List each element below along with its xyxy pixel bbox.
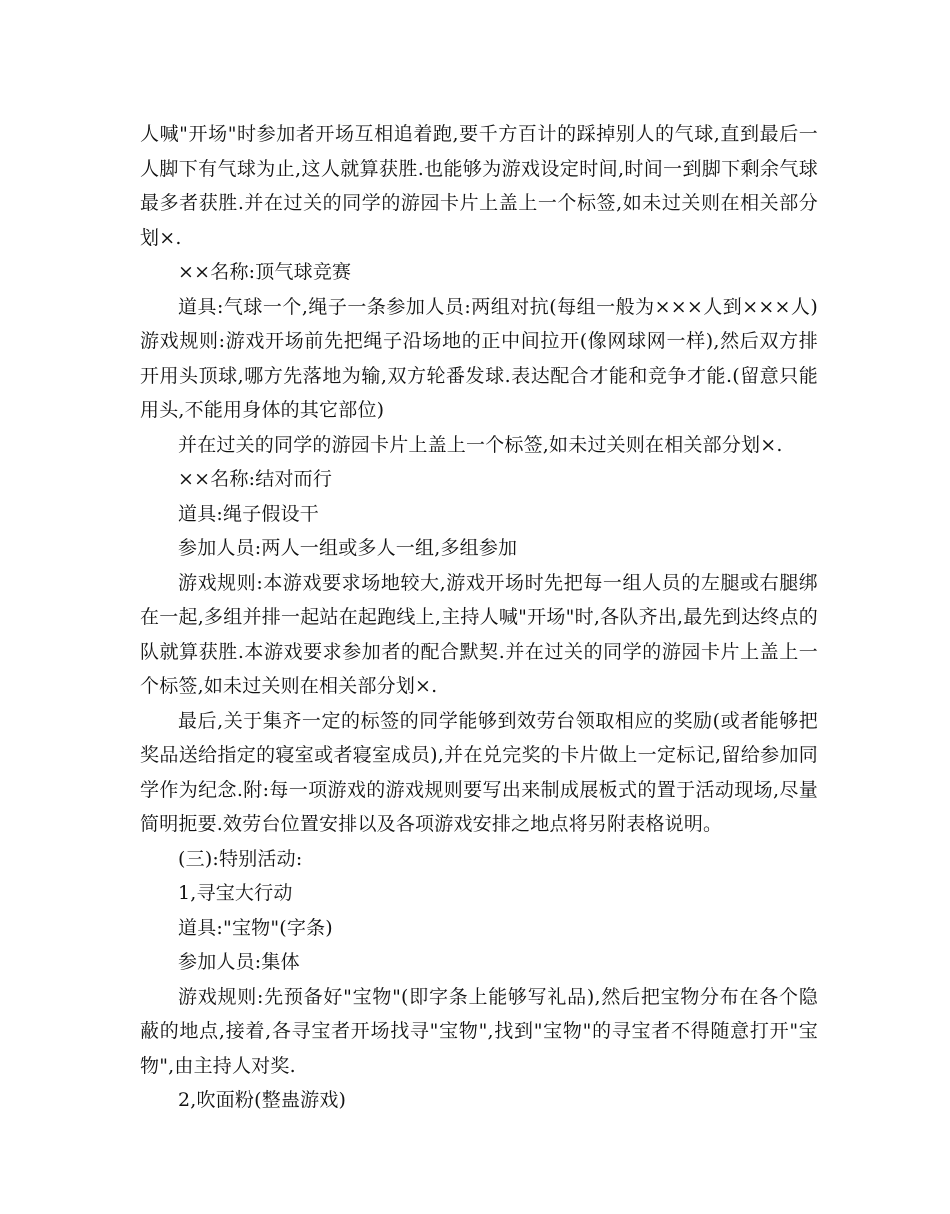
treasure-rules: 游戏规则:先预备好"宝物"(即字条上能够写礼品),然后把宝物分布在各个隐蔽的地点,接着,各寻宝者开场找寻"宝物",找到"宝物"的寻宝者不得随意打开"宝物",由主持人对奖. — [140, 985, 818, 1077]
treasure-props: 道具:"宝物"(字条) — [178, 916, 333, 939]
flour-game-title: 2,吹面粉(整蛊游戏) — [178, 1089, 347, 1111]
game-balloon-rules: 道具:气球一个,绳子一条参加人员:两组对抗(每组一般为×××人到×××人)游戏规则:游戏开场前先把绳子沿场地的正中间拉开(像网球网一样),然后双方排开用头顶球,哪方先落地为输,双方轮番发球.表达配合才能和竞争才能.(留意只能用头,不能用身体的其它部位) — [140, 295, 818, 421]
treasure-hunt-title: 1,寻宝大行动 — [178, 882, 293, 904]
treasure-participants: 参加人员:集体 — [178, 951, 300, 973]
game-pair-rules: 游戏规则:本游戏要求场地较大,游戏开场时先把每一组人员的左腿或右腿绑在一起,多组并排一起站在起跑线上,主持人喊"开场"时,各队齐出,最先到达终点的队就算获胜.本游戏要求参加者的配合默契.并在过关的同学的游园卡片上盖上一个标签,如未过关则在相关部分划×. — [140, 571, 818, 697]
paragraph-continuation: 人喊"开场"时参加者开场互相追着跑,要千方百计的踩掉别人的气球,直到最后一人脚下有气球为止,这人就算获胜.也能够为游戏设定时间,时间一到脚下剩余气球最多者获胜.并在过关的同学的游园卡片上盖上一个标签,如未过关则在相关部分划×. — [140, 123, 818, 249]
game-title-pair-walk: ××名称:结对而行 — [178, 468, 333, 490]
reward-paragraph: 最后,关于集齐一定的标签的同学能够到效劳台领取相应的奖励(或者能够把奖品送给指定的寝室或者寝室成员),并在兑完奖的卡片做上一定标记,留给参加同学作为纪念.附:每一项游戏的游戏规则要写出来制成展板式的置于活动现场,尽量简明扼要.效劳台位置安排以及各项游戏安排之地点将另附表格说明。 — [140, 709, 818, 835]
game-title-balloon-heading: ××名称:顶气球竞赛 — [178, 261, 352, 283]
document-page — [140, 117, 818, 1118]
stamp-note: 并在过关的同学的游园卡片上盖上一个标签,如未过关则在相关部分划×. — [178, 433, 783, 456]
game-pair-participants: 参加人员:两人一组或多人一组,多组参加 — [178, 537, 518, 559]
game-pair-props: 道具:绳子假设干 — [178, 502, 320, 525]
section-heading-special: (三):特别活动: — [178, 847, 303, 870]
